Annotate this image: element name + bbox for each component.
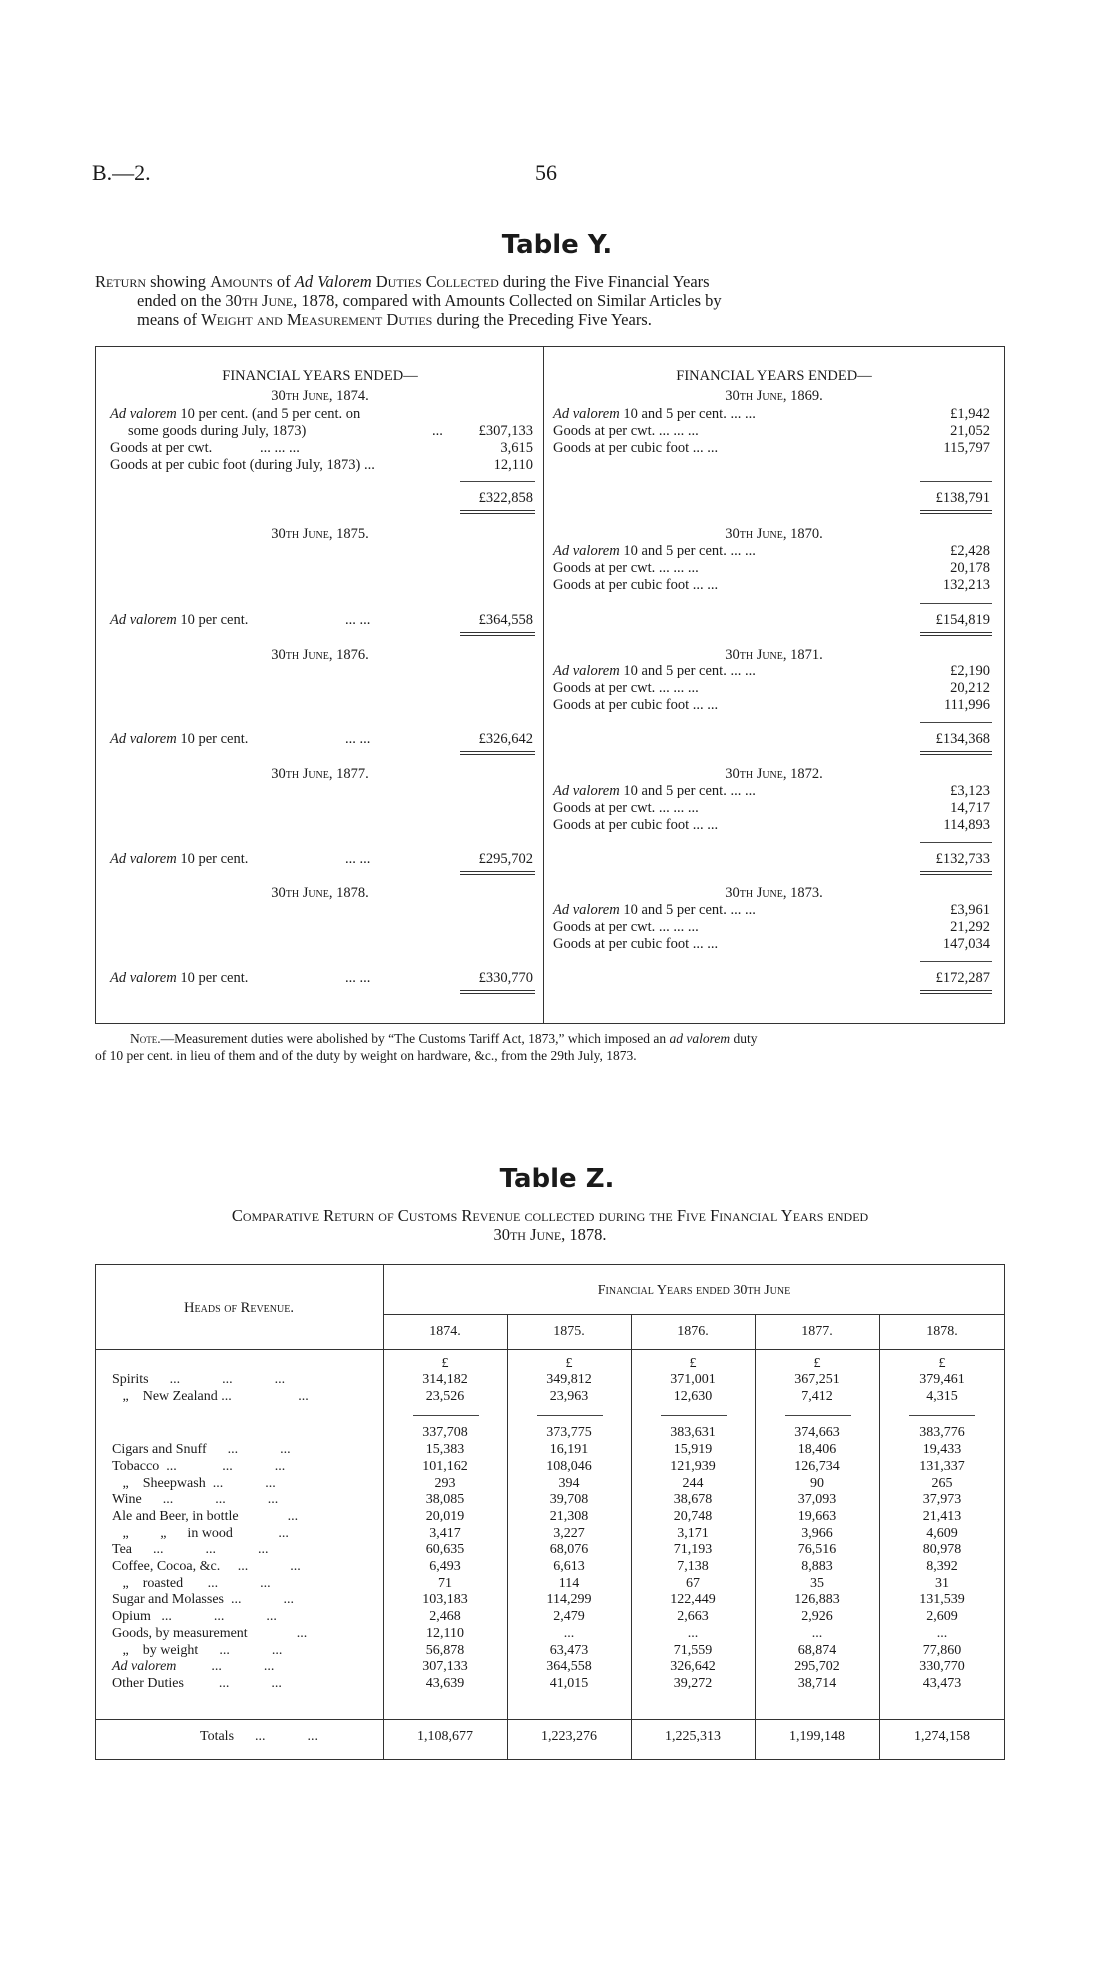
- right-1869-rule: [920, 481, 992, 482]
- page-ref: B.—2.: [92, 160, 151, 185]
- table-cell: 71,559: [673, 1642, 713, 1658]
- table-cell: 35: [810, 1575, 824, 1591]
- right-1873-r1: Ad valorem 10 and 5 per cent. ... ...: [553, 902, 756, 918]
- left-header: FINANCIAL YEARS ENDED—: [222, 368, 418, 384]
- table-cell: ...: [687, 1625, 699, 1641]
- table-cell: 131,337: [919, 1458, 965, 1474]
- table-cell: 20,019: [425, 1508, 465, 1524]
- row-head: [112, 1626, 307, 1642]
- row-head-text: Tea ... ... ...: [112, 1542, 269, 1558]
- row-head: [112, 1609, 277, 1625]
- table-cell: 41,015: [549, 1675, 589, 1691]
- right-1872-r1: Ad valorem 10 and 5 per cent. ... ...: [553, 783, 756, 799]
- right-1869-r3: Goods at per cubic foot ... ...: [553, 440, 719, 456]
- subtotal-rule: [785, 1415, 851, 1416]
- table-cell: 12,630: [673, 1388, 713, 1404]
- right-1870-r3-amt: 132,213: [942, 577, 990, 593]
- left-1874-row2: Goods at per cwt.: [110, 440, 213, 456]
- left-1876-dline: [460, 751, 535, 755]
- total-cell: 1,199,148: [789, 1729, 845, 1744]
- table-z-intro-1: Comparative Return of Customs Revenue collected during the Five Financial Years ended: [231, 1206, 869, 1225]
- left-1874-row1: Ad valorem 10 per cent. (and 5 per cent. on: [110, 406, 361, 422]
- row-head-text: Ale and Beer, in bottle ...: [112, 1508, 299, 1524]
- table-cell: 63,473: [549, 1642, 589, 1658]
- right-1872-r2-amt: 14,717: [950, 800, 990, 816]
- table-cell: 3,227: [553, 1525, 585, 1541]
- right-1871-total: £134,368: [935, 731, 990, 747]
- row-head-text: „ New Zealand ... ...: [112, 1388, 309, 1404]
- table-cell: 8,392: [926, 1559, 958, 1574]
- row-head-text: Coffee, Cocoa, &c. ... ...: [112, 1559, 301, 1574]
- table-cell: 364,558: [546, 1659, 592, 1675]
- left-1874-row1-amt: £307,133: [478, 423, 533, 439]
- table-cell: 71,193: [673, 1542, 713, 1558]
- table-cell: 15,383: [425, 1442, 465, 1458]
- table-cell: 131,539: [919, 1592, 965, 1608]
- table-cell: 7,412: [801, 1388, 833, 1404]
- right-1871-r3-amt: 111,996: [943, 697, 990, 713]
- row-head-text: Spirits ... ... ...: [112, 1372, 286, 1387]
- table-cell: 80,978: [922, 1542, 962, 1558]
- table-cell: 20,748: [673, 1508, 713, 1524]
- table-cell: 23,963: [549, 1388, 589, 1404]
- table-cell: 2,609: [926, 1609, 958, 1625]
- row-head: [112, 1542, 269, 1558]
- right-1870-r1: Ad valorem 10 and 5 per cent. ... ...: [553, 543, 756, 559]
- group-header: Financial Years ended 30th June: [597, 1283, 791, 1298]
- table-cell: 265: [931, 1475, 953, 1491]
- table-y-divider: [543, 346, 544, 1024]
- right-1873-r1-amt: £3,961: [950, 902, 990, 918]
- row-head-text: ... ...: [176, 1659, 275, 1675]
- right-date-1869: 30th June, 1869.: [725, 388, 823, 404]
- heads-label: Heads of Revenue.: [184, 1300, 294, 1316]
- right-date-1870: 30th June, 1870.: [725, 526, 823, 542]
- left-1874-row3: Goods at per cubic foot (during July, 1873) ...: [110, 457, 375, 473]
- left-1875-label: Ad valorem 10 per cent.: [110, 612, 249, 628]
- right-1873-r2-amt: 21,292: [950, 919, 990, 935]
- table-cell: 244: [682, 1475, 704, 1491]
- table-cell: 37,973: [922, 1492, 962, 1508]
- table-cell: 21,413: [922, 1508, 962, 1524]
- table-cell: 2,663: [677, 1609, 709, 1625]
- year-header: 1878.: [926, 1324, 958, 1339]
- right-1871-r1: Ad valorem 10 and 5 per cent. ... ...: [553, 663, 756, 679]
- right-1869-r2-amt: 21,052: [950, 423, 990, 439]
- right-1873-dline: [920, 990, 992, 994]
- table-z-year-rule: [95, 1349, 1005, 1350]
- right-1869-total: £138,791: [935, 490, 990, 506]
- table-cell: 23,526: [425, 1388, 465, 1404]
- total-cell: 1,274,158: [914, 1729, 970, 1744]
- table-cell: 56,878: [425, 1642, 465, 1658]
- right-1873-total: £172,287: [935, 970, 990, 986]
- table-cell: 71: [438, 1575, 452, 1591]
- right-1872-rule: [920, 842, 992, 843]
- right-1871-r3: Goods at per cubic foot ... ...: [553, 697, 719, 713]
- right-header: FINANCIAL YEARS ENDED—: [676, 368, 872, 384]
- table-cell: ...: [563, 1625, 575, 1641]
- table-cell: 38,678: [673, 1492, 713, 1508]
- table-cell: 114: [558, 1575, 580, 1591]
- table-cell: 68,874: [797, 1642, 837, 1658]
- right-1870-r1-amt: £2,428: [950, 543, 990, 559]
- subtotal-cell: 383,776: [919, 1425, 965, 1441]
- left-1878-amt: £330,770: [478, 970, 533, 986]
- table-cell: 295,702: [794, 1659, 840, 1675]
- row-head-text: Tobacco ... ... ...: [112, 1458, 286, 1474]
- right-1871-rule: [920, 722, 992, 723]
- total-cell: 1,108,677: [417, 1729, 473, 1744]
- table-cell: 76,516: [797, 1542, 837, 1558]
- table-cell: 38,714: [797, 1675, 837, 1691]
- right-1872-r3-amt: 114,893: [943, 817, 990, 833]
- table-cell: 19,663: [797, 1508, 837, 1524]
- table-cell: 2,479: [553, 1609, 585, 1625]
- totals-label: Totals ... ...: [200, 1729, 319, 1744]
- currency-symbol: £: [938, 1356, 946, 1371]
- row-head: [112, 1676, 282, 1692]
- row-head: [112, 1389, 309, 1405]
- table-cell: 18,406: [797, 1442, 837, 1458]
- right-1870-r3: Goods at per cubic foot ... ...: [553, 577, 719, 593]
- table-cell: 16,191: [549, 1442, 589, 1458]
- subtotal-rule: [909, 1415, 975, 1416]
- left-1874-row2-dots: ... ... ...: [260, 440, 300, 456]
- right-1873-r2: Goods at per cwt. ... ... ...: [553, 919, 699, 935]
- table-cell: 121,939: [670, 1458, 716, 1474]
- table-cell: 21,308: [549, 1508, 589, 1524]
- year-header: 1875.: [553, 1324, 585, 1339]
- row-head-text: „ roasted ... ...: [112, 1575, 271, 1591]
- row-head-text: Cigars and Snuff ... ...: [112, 1442, 291, 1458]
- subtotal-cell: 383,631: [670, 1425, 716, 1441]
- row-head: [112, 1372, 285, 1388]
- table-cell: 4,609: [926, 1525, 958, 1541]
- table-cell: 31: [935, 1575, 949, 1591]
- table-cell: 307,133: [422, 1659, 468, 1675]
- row-head: [112, 1476, 276, 1492]
- right-date-1872: 30th June, 1872.: [725, 766, 823, 782]
- subtotal-rule: [413, 1415, 479, 1416]
- table-cell: 6,493: [429, 1559, 461, 1574]
- left-1874-dline: [460, 510, 535, 514]
- right-1869-r1: Ad valorem 10 and 5 per cent. ... ...: [553, 406, 756, 422]
- left-1874-rule: [460, 481, 535, 482]
- table-cell: 12,110: [426, 1625, 464, 1641]
- right-1869-r3-amt: 115,797: [943, 440, 990, 456]
- left-1878-dots: ... ...: [345, 970, 371, 986]
- row-head: [112, 1509, 298, 1525]
- row-head-text: Opium ... ... ...: [112, 1609, 277, 1625]
- row-head-text: Sugar and Molasses ... ...: [112, 1592, 294, 1608]
- row-head: [112, 1659, 274, 1675]
- row-head-text: Wine ... ... ...: [112, 1492, 279, 1508]
- row-head-text: „ „ in wood ...: [112, 1525, 289, 1541]
- row-head: [112, 1592, 294, 1608]
- table-cell: 2,468: [429, 1609, 461, 1625]
- table-cell: 7,138: [677, 1559, 709, 1574]
- row-head: [112, 1576, 271, 1592]
- left-1877-amt: £295,702: [478, 851, 533, 867]
- table-y-intro: Return showing Amounts of Ad Valorem Duties Collected during the Five Financial Years ended on the 30th June, 1878, compared with Amounts Collected on Similar Articles by means of Weight and Measurement Duties during the Preceding Five Years.: [95, 272, 722, 329]
- table-cell: 3,417: [429, 1525, 461, 1541]
- right-1873-r3: Goods at per cubic foot ... ...: [553, 936, 719, 952]
- table-cell: 3,966: [801, 1525, 833, 1541]
- total-cell: 1,223,276: [541, 1729, 597, 1744]
- table-cell: 15,919: [673, 1442, 713, 1458]
- left-1876-label: Ad valorem 10 per cent.: [110, 731, 249, 747]
- table-z-totals-rule: [95, 1719, 1005, 1720]
- left-1876-amt: £326,642: [478, 731, 533, 747]
- table-cell: 3,171: [677, 1525, 709, 1541]
- currency-symbol: £: [441, 1356, 449, 1371]
- right-1871-r1-amt: £2,190: [950, 663, 990, 679]
- right-1871-r2: Goods at per cwt. ... ... ...: [553, 680, 699, 696]
- table-cell: 114,299: [546, 1592, 592, 1608]
- right-1872-r3: Goods at per cubic foot ... ...: [553, 817, 719, 833]
- row-head: [112, 1559, 301, 1575]
- table-cell: 60,635: [425, 1542, 465, 1558]
- table-cell: 77,860: [922, 1642, 962, 1658]
- row-head-text: „ by weight ... ...: [112, 1642, 283, 1658]
- left-1877-dline: [460, 871, 535, 875]
- table-y-note: Note.—Measurement duties were abolished by “The Customs Tariff Act, 1873,” which imposed an ad valorem duty of 10 per cent. in lieu of them and of the duty by weight on hardware, &c., from the 29th July, 1873.: [95, 1031, 758, 1063]
- subtotal-cell: 374,663: [794, 1425, 840, 1441]
- table-cell: 6,613: [553, 1559, 585, 1574]
- left-1876-dots: ... ...: [345, 731, 371, 747]
- left-1875-dline: [460, 632, 535, 636]
- currency-symbol: £: [689, 1356, 697, 1371]
- left-1874-row1-dots: ...: [432, 423, 443, 439]
- table-cell: 330,770: [919, 1659, 965, 1675]
- table-cell: 101,162: [422, 1458, 468, 1474]
- right-1869-dline: [920, 510, 992, 514]
- left-1874-row1b: some goods during July, 1873): [128, 423, 307, 439]
- table-cell: 349,812: [546, 1372, 592, 1387]
- table-cell: 43,639: [425, 1675, 465, 1691]
- left-date-1874: 30th June, 1874.: [271, 388, 369, 404]
- year-header: 1874.: [429, 1324, 461, 1339]
- table-cell: 19,433: [922, 1442, 962, 1458]
- row-head: [112, 1526, 289, 1542]
- table-cell: ...: [811, 1625, 823, 1641]
- left-date-1875: 30th June, 1875.: [271, 526, 369, 542]
- right-1870-rule: [920, 603, 992, 604]
- table-cell: 394: [558, 1475, 580, 1491]
- right-1872-r2: Goods at per cwt. ... ... ...: [553, 800, 699, 816]
- table-cell: 37,093: [797, 1492, 837, 1508]
- table-z-intro-2: 30th June, 1878.: [493, 1225, 607, 1244]
- right-date-1873: 30th June, 1873.: [725, 885, 823, 901]
- right-1872-dline: [920, 871, 992, 875]
- table-cell: 371,001: [670, 1372, 716, 1387]
- left-1875-amt: £364,558: [478, 612, 533, 628]
- left-1877-label: Ad valorem 10 per cent.: [110, 851, 249, 867]
- table-cell: 67: [686, 1575, 700, 1591]
- table-cell: ...: [936, 1625, 948, 1641]
- row-head-text: „ Sheepwash ... ...: [112, 1475, 276, 1491]
- right-1871-r2-amt: 20,212: [950, 680, 990, 696]
- left-1874-total: £322,858: [478, 490, 533, 506]
- table-cell: 126,734: [794, 1458, 840, 1474]
- subtotal-cell: 337,708: [422, 1425, 468, 1441]
- subtotal-rule: [537, 1415, 603, 1416]
- currency-symbol: £: [813, 1356, 821, 1371]
- table-cell: 103,183: [422, 1592, 468, 1608]
- table-cell: 379,461: [919, 1372, 965, 1387]
- right-1872-r1-amt: £3,123: [950, 783, 990, 799]
- right-1872-total: £132,733: [935, 851, 990, 867]
- table-cell: 2,926: [801, 1609, 833, 1625]
- right-date-1871: 30th June, 1871.: [725, 647, 823, 663]
- table-cell: 314,182: [422, 1372, 468, 1387]
- left-1875-dots: ... ...: [345, 612, 371, 628]
- row-head: [112, 1492, 278, 1508]
- left-1878-label: Ad valorem 10 per cent.: [110, 970, 249, 986]
- left-1878-dline: [460, 990, 535, 994]
- table-cell: 68,076: [549, 1542, 589, 1558]
- right-1871-dline: [920, 751, 992, 755]
- table-cell: 326,642: [670, 1659, 716, 1675]
- subtotal-rule: [661, 1415, 727, 1416]
- table-cell: 39,272: [673, 1675, 713, 1691]
- left-date-1878: 30th June, 1878.: [271, 885, 369, 901]
- table-cell: 293: [434, 1475, 456, 1491]
- table-cell: 8,883: [801, 1559, 833, 1574]
- page-number: 56: [535, 160, 557, 185]
- left-1877-dots: ... ...: [345, 851, 371, 867]
- table-z-title: Table Z.: [499, 1164, 615, 1194]
- table-y-title: Table Y.: [501, 230, 613, 260]
- table-cell: 108,046: [546, 1458, 592, 1474]
- left-date-1876: 30th June, 1876.: [271, 647, 369, 663]
- year-header: 1876.: [677, 1324, 709, 1339]
- table-cell: 39,708: [549, 1492, 589, 1508]
- total-cell: 1,225,313: [665, 1729, 721, 1744]
- left-1874-row3-amt: 12,110: [493, 457, 533, 473]
- right-1873-r3-amt: 147,034: [942, 936, 990, 952]
- row-head: [112, 1442, 291, 1458]
- table-cell: 90: [810, 1475, 824, 1491]
- right-1869-r2: Goods at per cwt. ... ... ...: [553, 423, 699, 439]
- currency-symbol: £: [565, 1356, 573, 1371]
- row-head: [112, 1459, 285, 1475]
- table-cell: 43,473: [922, 1675, 962, 1691]
- year-header: 1877.: [801, 1324, 833, 1339]
- right-1870-dline: [920, 632, 992, 636]
- row-head-text: Other Duties ... ...: [112, 1675, 282, 1691]
- right-1870-r2: Goods at per cwt. ... ... ...: [553, 560, 699, 576]
- row-head-text: Goods, by measurement ...: [112, 1625, 308, 1641]
- table-cell: 122,449: [670, 1592, 716, 1608]
- right-1870-total: £154,819: [935, 612, 990, 628]
- table-y-box: [95, 346, 1005, 1024]
- left-1874-row2-amt: 3,615: [500, 440, 533, 456]
- row-head: [112, 1643, 282, 1659]
- subtotal-cell: 373,775: [546, 1425, 592, 1441]
- table-z-group-rule: [383, 1314, 1005, 1315]
- table-cell: 126,883: [794, 1592, 840, 1608]
- right-1869-r1-amt: £1,942: [950, 406, 990, 422]
- table-cell: 367,251: [794, 1372, 840, 1387]
- right-1870-r2-amt: 20,178: [950, 560, 990, 576]
- right-1873-rule: [920, 961, 992, 962]
- left-date-1877: 30th June, 1877.: [271, 766, 369, 782]
- table-cell: 4,315: [926, 1388, 958, 1404]
- row-head-italic: Ad valorem: [112, 1659, 177, 1675]
- table-cell: 38,085: [425, 1492, 465, 1508]
